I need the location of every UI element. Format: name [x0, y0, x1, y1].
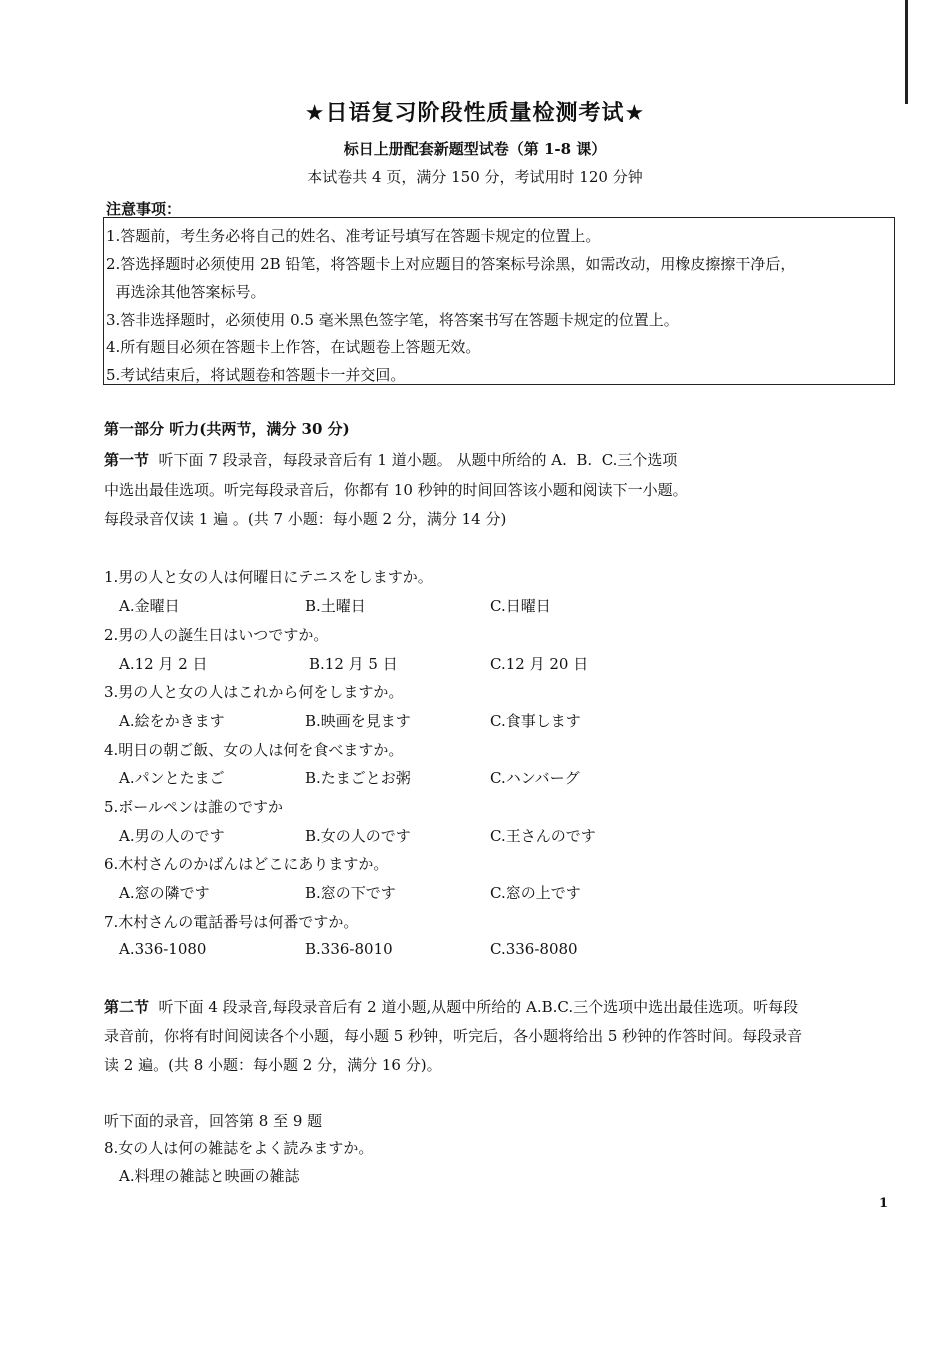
- question-5: 5.ボールペンは誰のですか: [104, 798, 284, 816]
- q7-option-a: A.336-1080: [119, 940, 207, 958]
- notice-line-3: 3.答非选择题时，必须使用 0.5 毫米黑色签字笔，将答案书写在答题卡规定的位置上。: [106, 311, 679, 329]
- q5-option-c: C.王さんのです: [490, 827, 596, 845]
- q3-option-a: A.絵をかきます: [119, 712, 225, 730]
- part1-heading: 第一部分 听力(共两节，满分 30 分): [104, 420, 350, 438]
- q6-option-c: C.窓の上です: [490, 884, 581, 902]
- q2-option-b: B.12 月 5 日: [309, 655, 398, 673]
- question-1: 1.男の人と女の人は何曜日にテニスをしますか。: [104, 568, 433, 586]
- q3-option-b: B.映画を見ます: [305, 712, 411, 730]
- listening-instruction: 听下面的录音，回答第 8 至 9 题: [104, 1112, 323, 1130]
- question-3: 3.男の人と女の人はこれから何をしますか。: [104, 683, 404, 701]
- section1-label: 第一节: [104, 451, 150, 469]
- question-4: 4.明日の朝ご飯、女の人は何を食べますか。: [104, 741, 404, 759]
- q2-option-a: A.12 月 2 日: [119, 655, 208, 673]
- section2-text-1: 听下面 4 段录音,每段录音后有 2 道小题,从题中所给的 A.B.C.三个选项中选出最佳选项。听每段: [149, 998, 799, 1016]
- q1-option-a: A.金曜日: [119, 597, 180, 615]
- scan-edge-mark: [905, 0, 908, 104]
- q8-option-a: A.料理の雑誌と映画の雑誌: [119, 1167, 300, 1185]
- q6-option-a: A.窓の隣です: [119, 884, 210, 902]
- exam-title: ★日语复习阶段性质量检测考试★: [304, 101, 646, 126]
- section1-line-2: 中选出最佳选项。听完每段录音后，你都有 10 秒钟的时间回答该小题和阅读下一小题。: [104, 481, 688, 499]
- q4-option-c: C.ハンバーグ: [490, 769, 580, 787]
- q2-option-c: C.12 月 20 日: [490, 655, 589, 673]
- section2-label: 第二节: [104, 998, 150, 1016]
- q1-option-c: C.日曜日: [490, 597, 551, 615]
- exam-info: 本试卷共 4 页，满分 150 分，考试用时 120 分钟: [307, 168, 643, 186]
- notice-line-2: 2.答选择题时必须使用 2B 铅笔，将答题卡上对应题目的答案标号涂黑，如需改动，用橡皮擦擦干净后，: [106, 255, 796, 273]
- question-6: 6.木村さんのかばんはどこにありますか。: [104, 855, 389, 873]
- notice-line-4: 4.所有题目必须在答题卡上作答，在试题卷上答题无效。: [106, 338, 481, 356]
- question-7: 7.木村さんの電話番号は何番ですか。: [104, 913, 359, 931]
- q1-option-b: B.土曜日: [305, 597, 366, 615]
- notice-line-5: 5.考试结束后，将试题卷和答题卡一并交回。: [106, 366, 406, 384]
- notice-line-1: 1.答题前，考生务必将自己的姓名、准考证号填写在答题卡规定的位置上。: [106, 227, 601, 245]
- section1-line-1: [104, 449, 677, 470]
- q6-option-b: B.窓の下です: [305, 884, 396, 902]
- q5-option-a: A.男の人のです: [119, 827, 225, 845]
- q4-option-b: B.たまごとお粥: [305, 769, 411, 787]
- exam-subtitle: 标日上册配套新题型试卷（第 1-8 课）: [343, 140, 607, 158]
- section2-line-1: [104, 996, 798, 1017]
- section2-line-2: 录音前，你将有时间阅读各个小题，每小题 5 秒钟，听完后，各小题将给出 5 秒钟的作答时间。每段录音: [104, 1027, 803, 1045]
- notice-box: [103, 217, 895, 385]
- q7-option-c: C.336-8080: [490, 940, 578, 958]
- notice-heading: 注意事项：: [106, 200, 182, 218]
- q4-option-a: A.パンとたまご: [119, 769, 225, 787]
- q3-option-c: C.食事します: [490, 712, 581, 730]
- section1-text-1: 听下面 7 段录音，每段录音后有 1 道小题。 从题中所给的 A. B. C.三个选项: [149, 451, 678, 469]
- q5-option-b: B.女の人のです: [305, 827, 411, 845]
- question-8: 8.女の人は何の雑誌をよく読みますか。: [104, 1139, 374, 1157]
- notice-line-2-cont: 再选涂其他答案标号。: [106, 283, 266, 301]
- question-2: 2.男の人の誕生日はいつですか。: [104, 626, 329, 644]
- section2-line-3: 读 2 遍。(共 8 小题：每小题 2 分，满分 16 分)。: [104, 1056, 442, 1074]
- q7-option-b: B.336-8010: [305, 940, 393, 958]
- section1-line-3: 每段录音仅读 1 遍 。(共 7 小题：每小题 2 分，满分 14 分): [104, 510, 507, 528]
- page-number: 1: [879, 1196, 889, 1211]
